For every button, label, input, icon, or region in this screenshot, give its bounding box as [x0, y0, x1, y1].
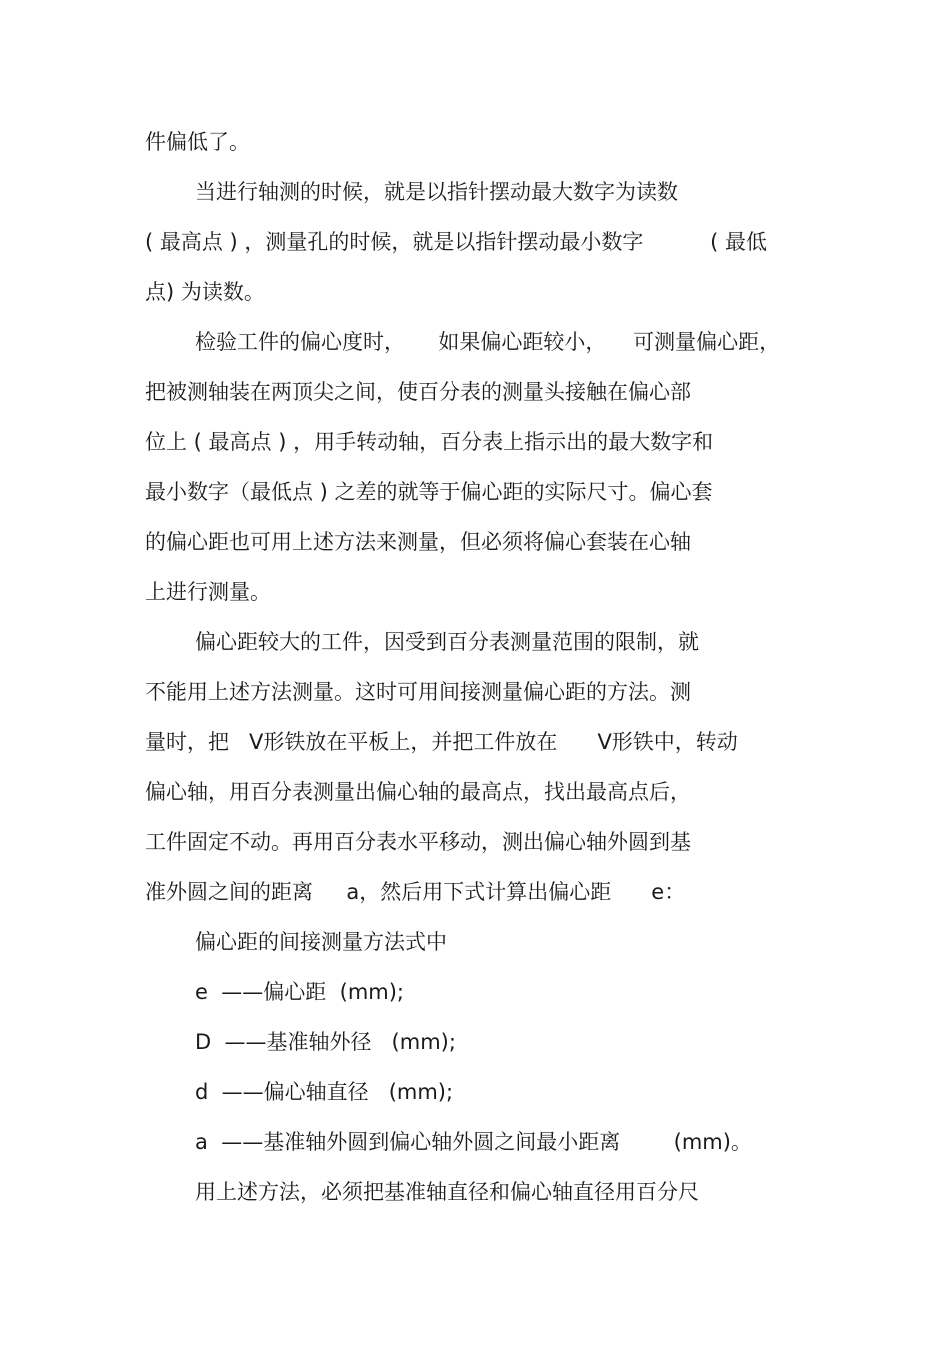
definition-a: a ——基准轴外圆到偏心轴外圆之间最小距离 (mm)。: [195, 1130, 752, 1154]
text-line-15: 工件固定不动。再用百分表水平移动，测出偏心轴外圆到基: [145, 830, 691, 854]
text-line-6: 把被测轴装在两顶尖之间，使百分表的测量头接触在偏心部: [145, 380, 691, 404]
text-line-10: 上进行测量。: [145, 580, 271, 604]
text-line-9: 的偏心距也可用上述方法来测量，但必须将偏心套装在心轴: [145, 530, 691, 554]
text-line-4: 点) 为读数。: [145, 280, 265, 304]
text-line-14: 偏心轴，用百分表测量出偏心轴的最高点，找出最高点后，: [145, 780, 691, 804]
definition-d: d ——偏心轴直径 (mm);: [195, 1080, 454, 1104]
text-line-11: 偏心距较大的工件，因受到百分表测量范围的限制，就: [195, 630, 699, 654]
text-line-16: 准外圆之间的距离 a，然后用下式计算出偏心距 e：: [145, 880, 686, 904]
text-line-2: 当进行轴测的时候，就是以指针摆动最大数字为读数: [195, 180, 678, 204]
text-line-13: 量时，把 V形铁放在平板上，并把工件放在 V形铁中，转动: [145, 730, 738, 754]
text-line-12: 不能用上述方法测量。这时可用间接测量偏心距的方法。测: [145, 680, 691, 704]
text-line-3: ( 最高点 ) ，测量孔的时候，就是以指针摆动最小数字 ( 最低: [145, 230, 768, 254]
text-line-7: 位上 ( 最高点 ) ，用手转动轴，百分表上指示出的最大数字和: [145, 430, 714, 454]
text-line-22: 用上述方法，必须把基准轴直径和偏心轴直径用百分尺: [195, 1180, 699, 1204]
text-line-17: 偏心距的间接测量方法式中: [195, 930, 447, 954]
text-line-5: 检验工件的偏心度时， 如果偏心距较小， 可测量偏心距，: [195, 330, 781, 354]
definition-e: e ——偏心距 (mm);: [195, 980, 404, 1004]
text-line-1: 件偏低了。: [145, 130, 250, 154]
text-line-8: 最小数字（最低点 ) 之差的就等于偏心距的实际尺寸。偏心套: [145, 480, 713, 504]
definition-D: D ——基准轴外径 (mm);: [195, 1030, 456, 1054]
